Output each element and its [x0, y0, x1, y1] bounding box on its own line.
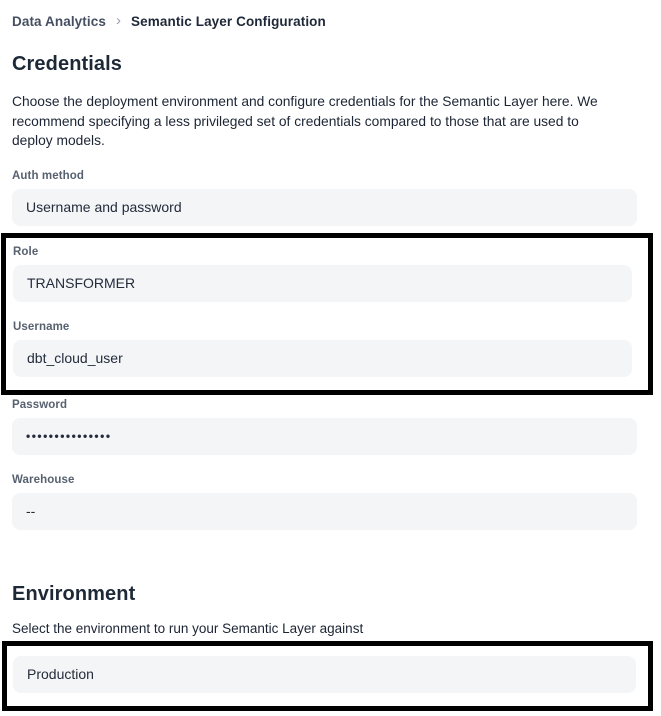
credentials-highlight-box — [1, 233, 653, 395]
environment-input[interactable] — [13, 656, 636, 693]
warehouse-label: Warehouse — [12, 473, 75, 486]
auth-method-field — [12, 170, 637, 226]
chevron-right-icon: › — [115, 12, 122, 29]
credentials-section-description: Choose the deployment environment and configure credentials for the Semantic Layer here. We recommend specifying a less privileged set of credentials compared to those that are used to deploy models. — [12, 94, 598, 149]
password-label: Password — [12, 398, 68, 411]
warehouse-field — [12, 474, 637, 530]
username-input[interactable] — [13, 340, 632, 377]
role-input[interactable] — [13, 265, 632, 302]
warehouse-input[interactable] — [12, 493, 637, 530]
auth-method-label: Auth method — [12, 169, 85, 182]
environment-field — [13, 656, 636, 693]
username-label: Username — [13, 320, 70, 333]
environment-section-title: Environment — [12, 582, 136, 605]
role-label: Role — [13, 245, 39, 258]
password-field — [12, 399, 637, 455]
breadcrumb-item-data-analytics[interactable]: Data Analytics — [12, 14, 106, 29]
credentials-section-title: Credentials — [12, 53, 123, 75]
password-input[interactable] — [12, 418, 637, 455]
auth-method-input[interactable] — [12, 189, 637, 226]
breadcrumb-item-semantic-layer-configuration: Semantic Layer Configuration — [131, 14, 326, 29]
breadcrumb — [12, 14, 637, 29]
username-field — [13, 321, 632, 377]
environment-highlight-box — [2, 641, 653, 711]
role-field — [13, 246, 632, 302]
environment-section-description: Select the environment to run your Semantic Layer against — [12, 620, 364, 636]
